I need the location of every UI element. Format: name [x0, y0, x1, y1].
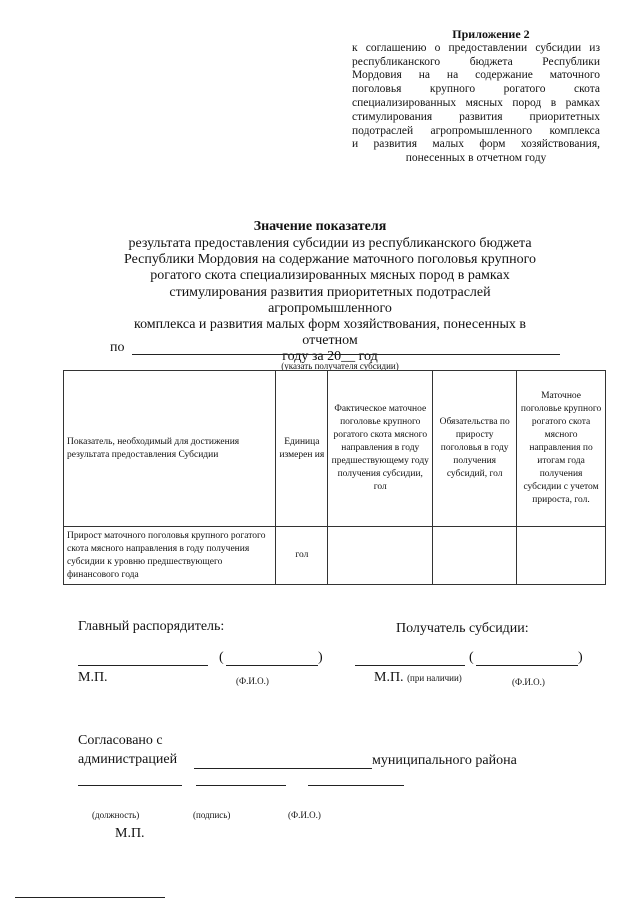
appendix-line: поголовья крупного рогатого скота: [352, 83, 600, 96]
table-header-row: [64, 371, 606, 527]
position-line[interactable]: [78, 785, 182, 786]
table-cell[interactable]: [433, 527, 517, 585]
header-cell: Маточное поголовье крупного рогатого скота мясного направления по итогам года получения субсидии с учетом прироста, гол.: [517, 371, 606, 527]
table-cell: гол: [276, 527, 328, 585]
open-paren: (: [219, 650, 224, 665]
subtitle-line: Республики Мордовия на содержание маточного поголовья крупного: [124, 252, 536, 268]
appendix-block: [352, 28, 600, 166]
po-label: по: [110, 340, 125, 355]
appendix-title: Приложение 2: [452, 27, 530, 41]
appendix-line: республиканского бюджета Республики: [352, 55, 600, 68]
indicator-table: [63, 370, 606, 585]
appendix-line: специализированных мясных пород в рамках: [352, 96, 600, 109]
district-label: муниципального района: [372, 753, 517, 768]
administration-label: администрацией: [78, 752, 178, 767]
signature-label: (подпись): [193, 810, 231, 820]
chief-manager-title: Главный распорядитель:: [78, 619, 225, 634]
recipient-mp-label: М.П.: [374, 670, 404, 685]
appendix-line: Мордовия на на содержание маточного: [352, 69, 600, 82]
agreed-mp: М.П.: [115, 826, 145, 841]
table-cell: Прирост маточного поголовья крупного рогатого скота мясного направления в году получения субсидии к уровню предшествующего финансового года: [64, 527, 276, 585]
agreed-label: Согласовано с: [78, 733, 163, 748]
recipient-hint: (указать получателя субсидии): [281, 361, 399, 371]
subtitle-line: рогатого скота специализированных мясных пород в рамках: [150, 268, 510, 284]
table-row: [64, 527, 606, 585]
subtitle-line: стимулирования развития приоритетных подотраслей агропромышленного: [169, 284, 491, 316]
header-cell: Показатель, необходимый для достижения результата предоставления Субсидии: [64, 371, 276, 527]
fio-line[interactable]: [308, 785, 404, 786]
recipient-fio-label: (Ф.И.О.): [512, 677, 545, 687]
subtitle-line: комплекса и развития малых форм хозяйствования, понесенных в отчетном: [133, 317, 526, 349]
fio-label: (Ф.И.О.): [288, 810, 321, 820]
chief-signature-line[interactable]: [78, 665, 208, 666]
footnote-separator: [15, 897, 165, 898]
recipient-fio-line[interactable]: [476, 665, 578, 666]
header-cell: Обязательства по приросту поголовья в году получения субсидий, гол: [433, 371, 517, 527]
header-cell: Фактическое маточное поголовье крупного рогатого скота мясного направления в году предшествующему году получения субсидии, гол: [328, 371, 433, 527]
appendix-line: подотраслей агропромышленного комплекса: [352, 124, 600, 137]
table-cell[interactable]: [328, 527, 433, 585]
subtitle-line: результата предоставления субсидии из республиканского бюджета: [128, 236, 532, 251]
recipient-title: Получатель субсидии:: [396, 621, 529, 636]
appendix-line: стимулирования развития приоритетных: [352, 110, 600, 123]
appendix-line: и развития малых форм хозяйствования,: [352, 138, 600, 151]
appendix-line: понесенных в отчетном году: [405, 152, 547, 165]
close-paren: ): [318, 650, 323, 665]
district-name-line[interactable]: [194, 768, 372, 769]
chief-fio-label: (Ф.И.О.): [236, 676, 269, 686]
document-title: Значение показателя: [253, 219, 387, 234]
signature-line[interactable]: [196, 785, 286, 786]
open-paren: (: [469, 650, 474, 665]
recipient-field-line[interactable]: [132, 354, 560, 355]
document-subtitle: [110, 236, 550, 366]
chief-fio-line[interactable]: [226, 665, 318, 666]
close-paren: ): [578, 650, 583, 665]
subtitle-line: году за 20__ год: [282, 349, 378, 365]
recipient-signature-line[interactable]: [355, 665, 465, 666]
table-cell[interactable]: [517, 527, 606, 585]
chief-mp: М.П.: [78, 670, 108, 685]
recipient-mp: [374, 670, 462, 686]
appendix-line: к соглашению о предоставлении субсидии из: [352, 41, 600, 54]
position-label: (должность): [92, 810, 140, 820]
header-cell: Единица измерен ия: [276, 371, 328, 527]
if-any-label: (при наличии): [407, 673, 462, 683]
